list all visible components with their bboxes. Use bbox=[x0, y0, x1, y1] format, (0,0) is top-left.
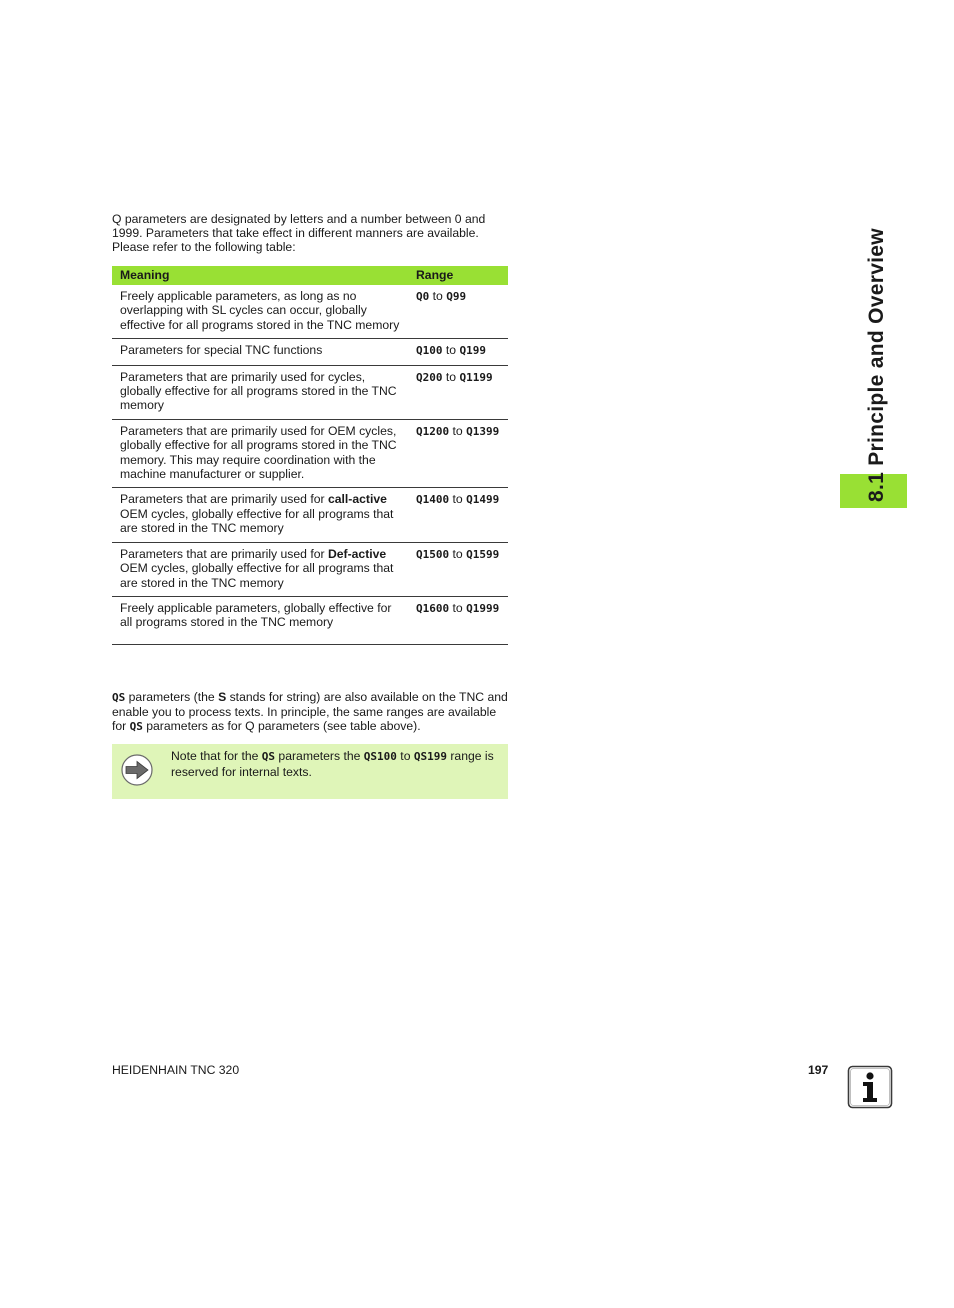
note-box bbox=[112, 744, 508, 799]
range-cell: Q0 to Q99 bbox=[412, 285, 508, 339]
meaning-cell: Parameters that are primarily used for call-active OEM cycles, globally effective for all programs that are stored in the TNC memory bbox=[112, 488, 412, 542]
table-header-row bbox=[112, 266, 508, 285]
table-row bbox=[112, 419, 508, 488]
footer-product: HEIDENHAIN TNC 320 bbox=[112, 1063, 240, 1077]
table-row bbox=[112, 542, 508, 596]
info-icon bbox=[847, 1065, 893, 1109]
range-cell: Q1500 to Q1599 bbox=[412, 542, 508, 596]
meaning-cell: Parameters that are primarily used for OEM cycles, globally effective for all programs stored in the TNC memory. This may require coordination with the machine manufacturer or supplier. bbox=[112, 419, 412, 488]
meaning-cell: Parameters for special TNC functions bbox=[112, 339, 412, 365]
note-text: Note that for the QS parameters the QS100 to QS199 range is reserved for internal texts. bbox=[171, 749, 494, 779]
range-cell: Q200 to Q1199 bbox=[412, 365, 508, 419]
arrow-right-icon bbox=[121, 754, 153, 786]
table-row bbox=[112, 365, 508, 419]
meaning-cell: Freely applicable parameters, as long as no overlapping with SL cycles can occur, globally effective for all programs stored in the TNC memory bbox=[112, 285, 412, 339]
range-cell: Q1200 to Q1399 bbox=[412, 419, 508, 488]
range-cell: Q1600 to Q1999 bbox=[412, 596, 508, 644]
meaning-cell: Parameters that are primarily used for cycles, globally effective for all programs stored in the TNC memory bbox=[112, 365, 412, 419]
qs-paragraph: QS parameters (the S stands for string) are also available on the TNC and enable you to process texts. In principle, the same ranges are available for QS parameters as for Q parameters (see table above). bbox=[112, 690, 508, 734]
page-number: 197 bbox=[808, 1063, 829, 1077]
meaning-cell: Freely applicable parameters, globally effective for all programs stored in the TNC memory bbox=[112, 596, 412, 644]
range-cell: Q100 to Q199 bbox=[412, 339, 508, 365]
meaning-cell: Parameters that are primarily used for Def-active OEM cycles, globally effective for all programs that are stored in the TNC memory bbox=[112, 542, 412, 596]
header-range: Range bbox=[412, 266, 508, 285]
section-title: 8.1 Principle and Overview bbox=[865, 228, 888, 502]
header-meaning: Meaning bbox=[112, 266, 412, 285]
table-row bbox=[112, 339, 508, 365]
table-row bbox=[112, 488, 508, 542]
table-row bbox=[112, 285, 508, 339]
intro-paragraph: Q parameters are designated by letters and a number between 0 and 1999. Parameters that take effect in different manners are available. Please refer to the following table: bbox=[112, 212, 486, 255]
table-row bbox=[112, 596, 508, 644]
range-cell: Q1400 to Q1499 bbox=[412, 488, 508, 542]
q-parameter-table bbox=[112, 266, 508, 645]
